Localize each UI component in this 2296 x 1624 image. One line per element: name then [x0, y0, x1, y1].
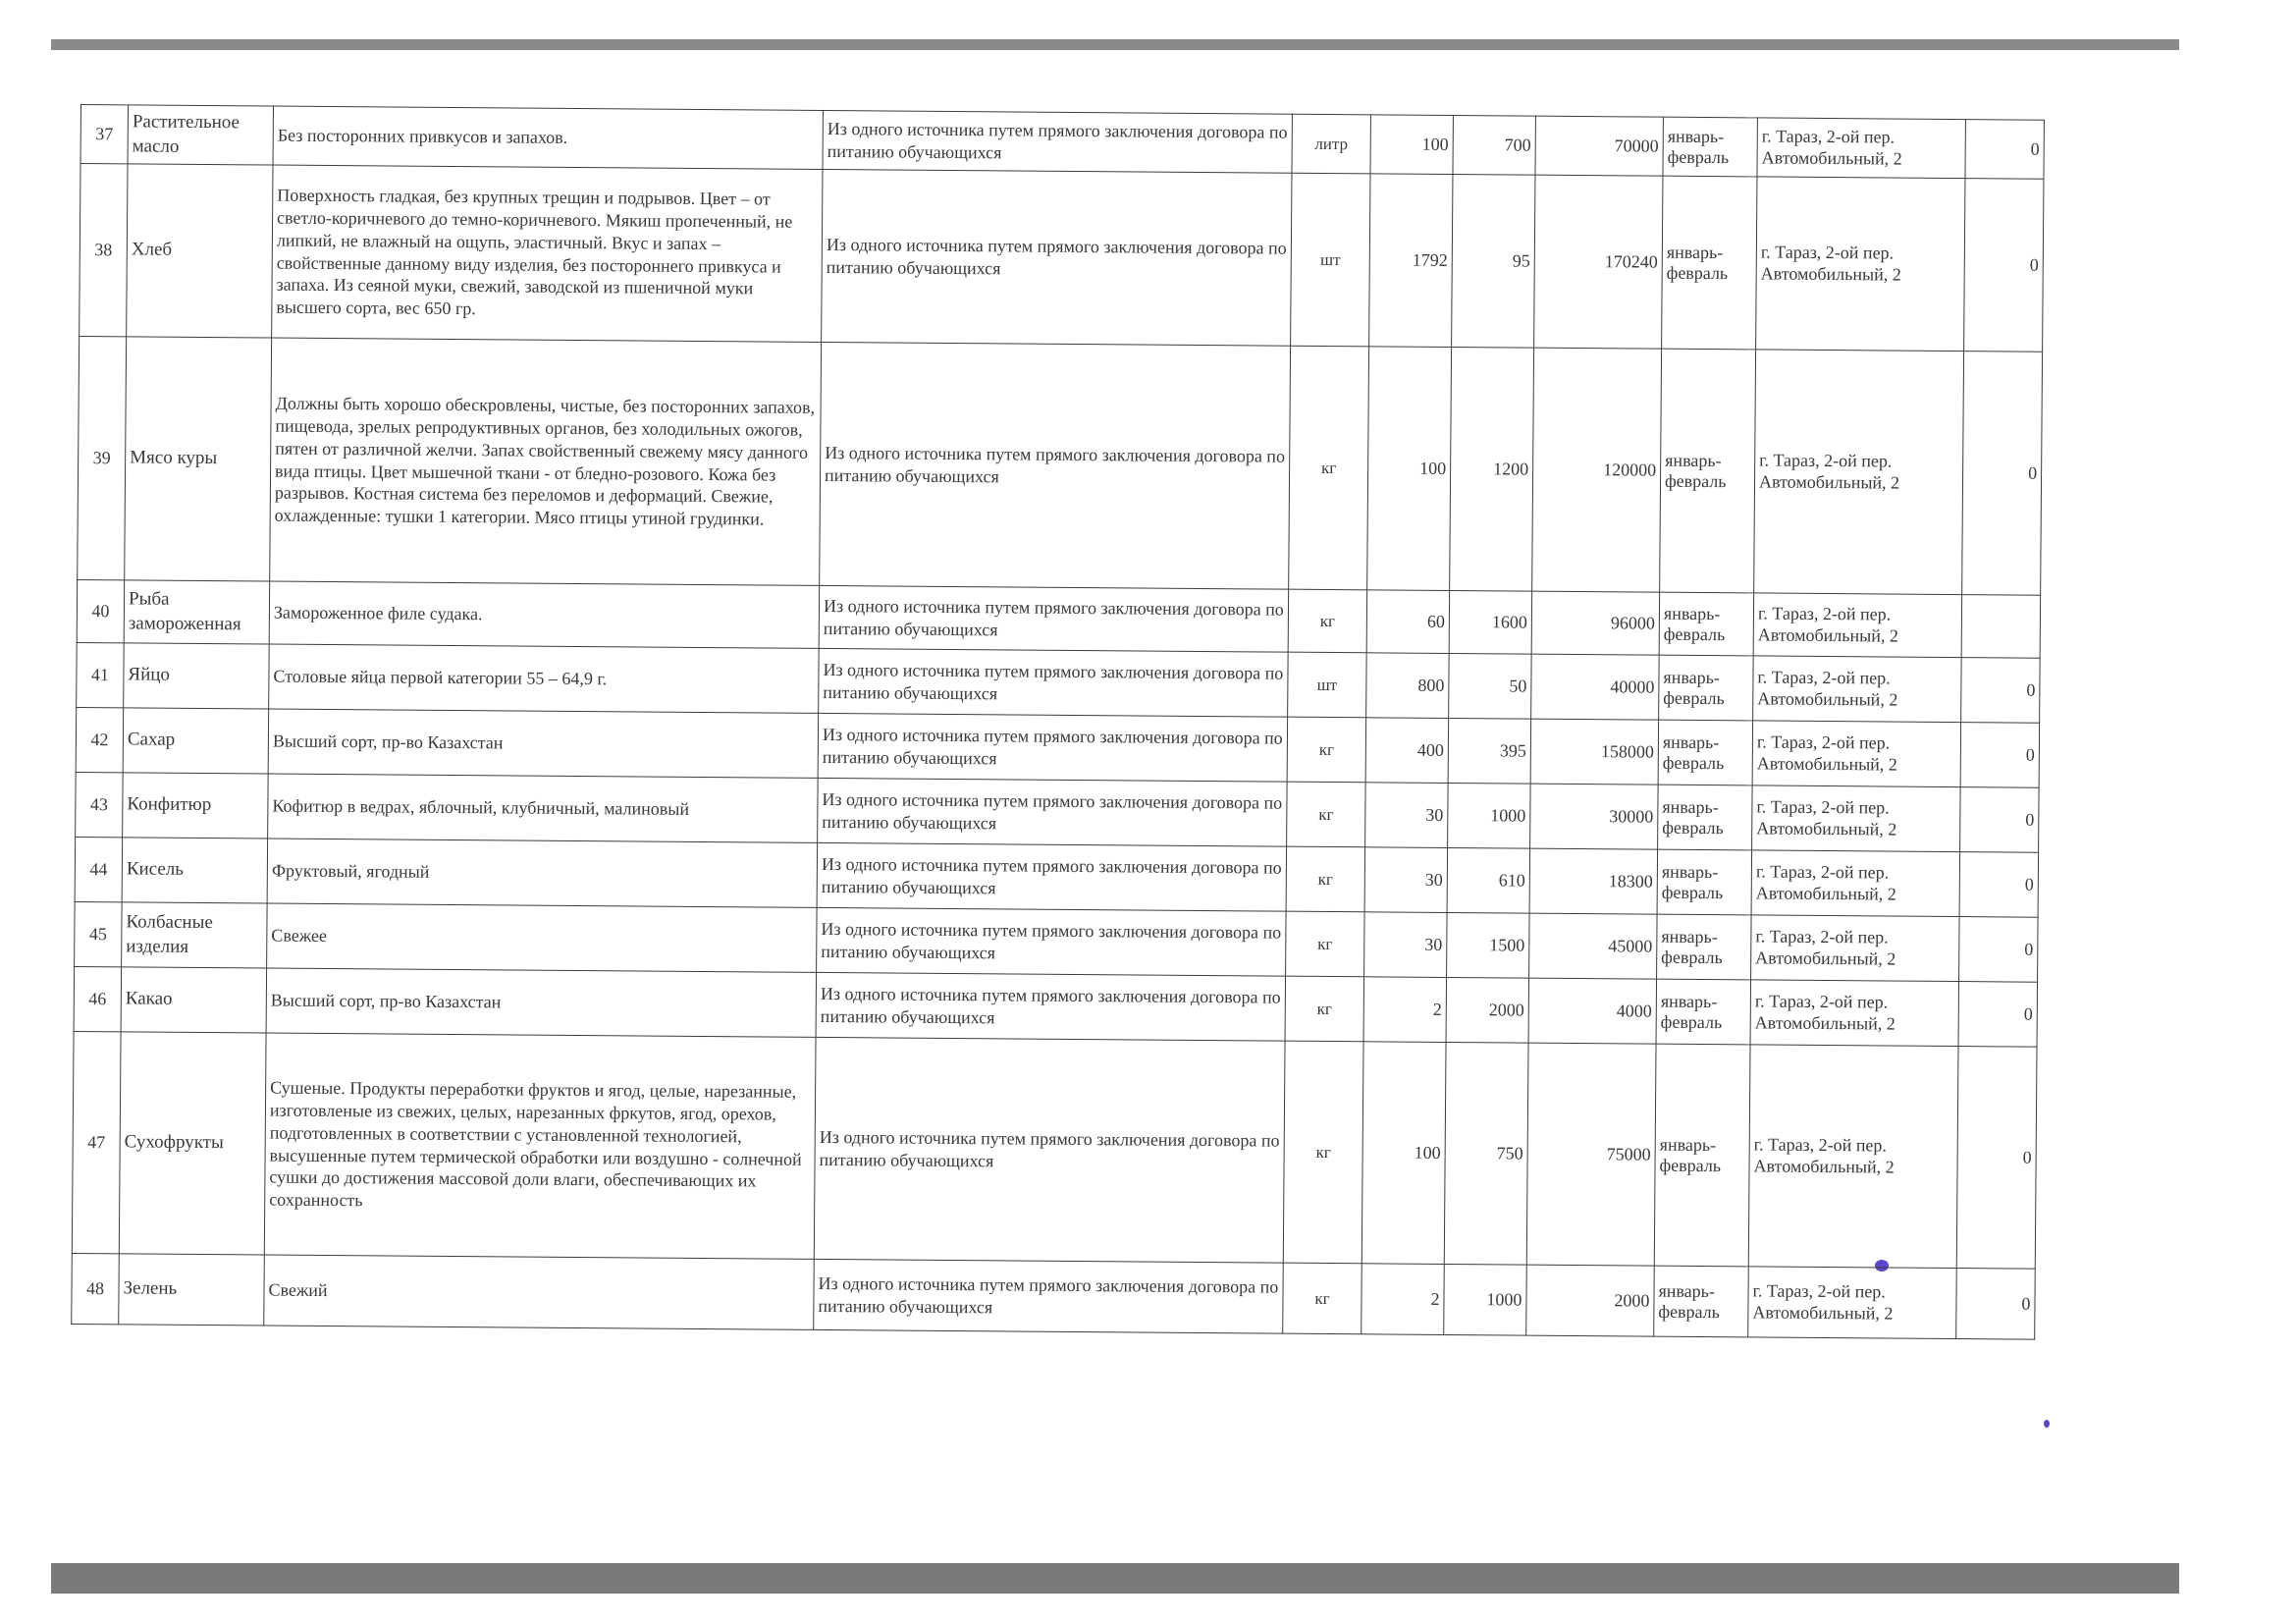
total-amount: 120000	[1532, 348, 1662, 592]
scan-border-top	[51, 39, 2179, 50]
scan-border-bottom	[51, 1563, 2179, 1594]
document-sheet	[71, 104, 2044, 1340]
last-column-value: 0	[1956, 1269, 2036, 1340]
unit-of-measure: кг	[1289, 346, 1369, 590]
delivery-period: январь-февраль	[1662, 176, 1757, 350]
unit-price: 1500	[1447, 912, 1530, 978]
product-description: Должны быть хорошо обескровлены, чистые, без посторонних запахов, пищевода, зрелых репродуктивных органов, без холодильных ожогов, пятен от различной желчи. Запах свойственный свежему мясу данного вида птицы. Цвет мышечной ткани - от бледно-розового. Кожа без разрывов. Костная система без переломов и деформаций. Свежие, охлажденные: тушки 1 категории. Мясо птицы утиной грудинки.	[270, 338, 822, 585]
procurement-method: Из одного источника путем прямого заключения договора по питанию обучающихся	[816, 972, 1286, 1041]
product-description: Фруктовый, ягодный	[267, 839, 818, 907]
quantity: 60	[1366, 590, 1450, 654]
ink-speck	[2044, 1420, 2050, 1428]
product-description: Высший сорт, пр-во Казахстан	[268, 709, 819, 778]
quantity: 800	[1366, 653, 1450, 719]
procurement-method: Из одного источника путем прямого заключения договора по питанию обучающихся	[822, 169, 1292, 346]
delivery-address: г. Тараз, 2-ой пер. Автомобильный, 2	[1757, 118, 1965, 179]
unit-of-measure: кг	[1287, 717, 1366, 783]
total-amount: 96000	[1531, 591, 1659, 655]
row-number: 42	[76, 707, 124, 772]
delivery-period: январь-февраль	[1654, 1044, 1750, 1267]
product-name: Яйцо	[124, 643, 270, 709]
total-amount: 18300	[1529, 848, 1658, 914]
total-amount: 2000	[1526, 1265, 1655, 1336]
last-column-value: 0	[1959, 917, 2039, 983]
product-name: Сахар	[123, 708, 269, 774]
unit-price: 395	[1448, 718, 1531, 784]
last-column-value: 0	[1960, 723, 2040, 788]
unit-of-measure: кг	[1287, 782, 1366, 847]
delivery-address: г. Тараз, 2-ой пер. Автомобильный, 2	[1752, 785, 1961, 852]
row-number: 39	[78, 336, 127, 579]
unit-of-measure: кг	[1286, 846, 1365, 912]
procurement-method: Из одного источника путем прямого заключения договора по питанию обучающихся	[818, 713, 1288, 782]
delivery-address: г. Тараз, 2-ой пер. Автомобильный, 2	[1750, 980, 1959, 1047]
unit-price: 95	[1452, 174, 1535, 348]
quantity: 2	[1363, 977, 1447, 1043]
table-row	[80, 164, 2044, 352]
unit-price: 1600	[1449, 590, 1532, 654]
quantity: 30	[1365, 783, 1449, 848]
row-number: 44	[75, 837, 123, 901]
procurement-method: Из одного источника путем прямого заключения договора по питанию обучающихся	[814, 1037, 1285, 1263]
table-row	[78, 336, 2043, 595]
unit-of-measure: кг	[1286, 911, 1365, 977]
last-column-value: 0	[1960, 787, 2040, 853]
total-amount: 70000	[1535, 116, 1663, 176]
unit-of-measure: шт	[1291, 173, 1370, 347]
row-number: 41	[77, 642, 125, 707]
quantity: 400	[1365, 718, 1449, 784]
product-name: Какао	[121, 967, 267, 1033]
total-amount: 158000	[1530, 719, 1659, 785]
delivery-address: г. Тараз, 2-ой пер. Автомобильный, 2	[1752, 721, 1961, 787]
total-amount: 170240	[1534, 175, 1663, 349]
row-number: 37	[80, 105, 128, 164]
unit-of-measure: кг	[1283, 1263, 1362, 1334]
product-description: Сушеные. Продукты переработки фруктов и ягод, целые, нарезанные, изготовленые из свежих, целых, нарезанных фркутов, ягод, орехов, подготовленных в соответствии с установленной технологией, высушенные путем термической обработки или воздушно - солнечной сушки до достижения массовой доли влаги, обеспечивающих их сохранность	[264, 1033, 816, 1259]
procurement-method: Из одного источника путем прямого заключения договора по питанию обучающихся	[817, 842, 1287, 911]
unit-of-measure: кг	[1283, 1041, 1363, 1264]
last-column-value: 0	[1958, 982, 2038, 1048]
row-number: 43	[76, 772, 124, 837]
quantity: 30	[1364, 847, 1448, 913]
procurement-method: Из одного источника путем прямого заключения договора по питанию обучающихся	[818, 778, 1288, 846]
product-name: Колбасные изделия	[122, 902, 268, 968]
procurement-method: Из одного источника путем прямого заключения договора по питанию обучающихся	[819, 648, 1289, 717]
delivery-address: г. Тараз, 2-ой пер. Автомобильный, 2	[1748, 1267, 1957, 1339]
product-description: Свежий	[264, 1255, 815, 1329]
last-column-value: 0	[1961, 658, 2041, 724]
product-name: Конфитюр	[123, 773, 269, 839]
unit-price: 1000	[1448, 783, 1531, 848]
total-amount: 4000	[1528, 978, 1657, 1044]
row-number: 48	[72, 1253, 120, 1324]
product-name: Рыба замороженная	[124, 580, 269, 644]
last-column-value: 0	[1964, 179, 2044, 352]
last-column-value	[1961, 595, 2041, 659]
row-number: 46	[74, 966, 122, 1031]
table-row	[72, 1031, 2037, 1269]
unit-price: 700	[1453, 115, 1535, 175]
delivery-address: г. Тараз, 2-ой пер. Автомобильный, 2	[1751, 850, 1960, 917]
delivery-period: январь-февраль	[1657, 914, 1752, 980]
unit-of-measure: кг	[1285, 976, 1364, 1042]
unit-price: 1200	[1450, 347, 1534, 591]
delivery-period: январь-февраль	[1659, 655, 1754, 721]
unit-price: 750	[1444, 1042, 1528, 1265]
delivery-address: г. Тараз, 2-ой пер. Автомобильный, 2	[1753, 656, 1962, 723]
delivery-period: январь-февраль	[1654, 1266, 1749, 1337]
product-name: Зелень	[119, 1254, 265, 1326]
table-row	[72, 1253, 2036, 1339]
unit-of-measure: кг	[1288, 589, 1367, 653]
total-amount: 75000	[1526, 1043, 1656, 1266]
row-number: 45	[75, 901, 123, 966]
procurement-method: Из одного источника путем прямого заключения договора по питанию обучающихся	[819, 585, 1288, 652]
product-description: Без посторонних привкусов и запахов.	[273, 106, 823, 169]
delivery-period: январь-февраль	[1658, 720, 1753, 785]
product-description: Кофитюр в ведрах, яблочный, клубничный, малиновый	[268, 774, 819, 842]
unit-price: 1000	[1444, 1264, 1527, 1335]
quantity: 100	[1362, 1042, 1446, 1265]
unit-price: 2000	[1446, 977, 1529, 1043]
row-number: 47	[72, 1031, 121, 1253]
product-name: Мясо куры	[125, 337, 272, 581]
delivery-period: январь-февраль	[1663, 117, 1757, 177]
total-amount: 40000	[1531, 654, 1660, 720]
product-name: Сухофрукты	[119, 1032, 266, 1255]
product-description: Свежее	[267, 903, 818, 972]
delivery-address: г. Тараз, 2-ой пер. Автомобильный, 2	[1748, 1045, 1958, 1269]
delivery-address: г. Тараз, 2-ой пер. Автомобильный, 2	[1751, 915, 1960, 982]
unit-of-measure: литр	[1292, 114, 1370, 174]
delivery-period: январь-февраль	[1660, 349, 1756, 593]
procurement-method: Из одного источника путем прямого заключения договора по питанию обучающихся	[823, 110, 1292, 173]
quantity: 100	[1367, 347, 1452, 591]
goods-table	[71, 104, 2045, 1340]
unit-price: 50	[1449, 653, 1532, 719]
row-number: 38	[80, 164, 128, 337]
unit-price: 610	[1447, 847, 1530, 913]
quantity: 2	[1362, 1264, 1445, 1335]
delivery-period: январь-февраль	[1656, 979, 1751, 1045]
procurement-method: Из одного источника путем прямого заключения договора по питанию обучающихся	[817, 907, 1287, 976]
product-name: Растительное масло	[128, 105, 273, 165]
product-name: Кисель	[122, 838, 268, 903]
product-description: Столовые яйца первой категории 55 – 64,9 г.	[269, 644, 820, 713]
last-column-value: 0	[1959, 852, 2039, 918]
total-amount: 45000	[1529, 913, 1658, 979]
quantity: 100	[1370, 115, 1453, 175]
procurement-method: Из одного источника путем прямого заключения договора по питанию обучающихся	[814, 1259, 1284, 1333]
row-number: 40	[77, 579, 125, 642]
delivery-period: январь-февраль	[1657, 849, 1752, 915]
quantity: 1792	[1369, 174, 1453, 348]
product-name: Хлеб	[127, 164, 273, 338]
total-amount: 30000	[1530, 784, 1659, 849]
delivery-period: январь-февраль	[1659, 592, 1753, 656]
last-column-value: 0	[1965, 120, 2044, 180]
product-description: Поверхность гладкая, без крупных трещин и подрывов. Цвет – от светло-коричневого до темно-коричневого. Мякиш пропеченный, не липкий, не влажный на ощупь, эластичный. Вкус и запах – свойственные данному виду изделия, без постороннего привкуса и запаха. Из сеяной муки, свежий, заводской из пшеничной муки высшего сорта, вес 650 гр.	[272, 165, 823, 342]
quantity: 30	[1364, 912, 1448, 978]
delivery-address: г. Тараз, 2-ой пер. Автомобильный, 2	[1756, 177, 1965, 352]
product-description: Высший сорт, пр-во Казахстан	[266, 968, 817, 1037]
last-column-value: 0	[1956, 1047, 2037, 1270]
delivery-period: январь-февраль	[1658, 785, 1753, 850]
procurement-method: Из одного источника путем прямого заключения договора по питанию обучающихся	[820, 342, 1291, 589]
unit-of-measure: шт	[1288, 652, 1367, 718]
last-column-value: 0	[1962, 352, 2043, 596]
product-description: Замороженное филе судака.	[269, 581, 819, 648]
delivery-address: г. Тараз, 2-ой пер. Автомобильный, 2	[1753, 593, 1961, 658]
delivery-address: г. Тараз, 2-ой пер. Автомобильный, 2	[1754, 350, 1964, 595]
